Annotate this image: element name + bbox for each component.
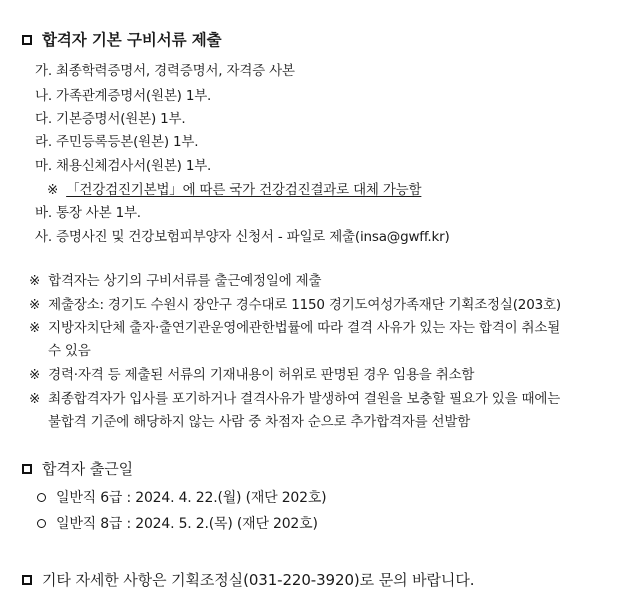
list-item: 가. 최종학력증명서, 경력증명서, 자격증 사본: [35, 63, 295, 79]
reference-mark-icon: ※: [29, 297, 41, 313]
section-heading-start-date: [22, 460, 133, 478]
list-item: 라. 주민등록등본(원본) 1부.: [35, 134, 199, 150]
checkbox-square-icon: [22, 575, 32, 585]
note-item: [29, 272, 321, 290]
circle-bullet-icon: [37, 493, 46, 502]
note-text: 제출장소: 경기도 수원시 장안구 경수대로 1150 경기도여성가족재단 기획조정실(203호): [48, 297, 561, 313]
note-text: 경력·자격 등 제출된 서류의 기재내용이 허위로 판명된 경우 임용을 취소함: [48, 367, 475, 383]
circle-bullet-icon: [37, 519, 46, 528]
list-item: 다. 기본증명서(원본) 1부.: [35, 111, 186, 127]
note-item: [29, 390, 560, 408]
start-date-item: [37, 489, 326, 507]
section-title: 기타 자세한 사항은 기획조정실(031-220-3920)로 문의 바랍니다.: [42, 571, 475, 589]
start-date-text: 일반직 6급 : 2024. 4. 22.(월) (재단 202호): [56, 490, 327, 506]
note-item: [29, 296, 561, 314]
checkbox-square-icon: [22, 464, 32, 474]
section-heading-documents: [22, 31, 222, 49]
start-date-item: [37, 515, 318, 533]
note-text: 「건강검진기본법」에 따른 국가 건강검진결과로 대체 가능함: [66, 182, 422, 198]
section-heading-contact: [22, 571, 474, 589]
section-title: 합격자 출근일: [42, 460, 134, 478]
checkbox-square-icon: [22, 35, 32, 45]
start-date-text: 일반직 8급 : 2024. 5. 2.(목) (재단 202호): [56, 516, 318, 532]
note-text: 최종합격자가 입사를 포기하거나 결격사유가 발생하여 결원을 보충할 필요가 있을 때에는: [48, 391, 561, 407]
list-item: 마. 채용신체검사서(원본) 1부.: [35, 158, 212, 174]
note-continuation: 수 있음: [48, 343, 91, 359]
list-item: 사. 증명사진 및 건강보험피부양자 신청서 - 파일로 제출(insa@gwff.kr): [35, 229, 450, 245]
list-item: 나. 가족관계증명서(원본) 1부.: [35, 88, 212, 104]
note-text: 지방자치단체 출자·출연기관운영에관한법률에 따라 결격 사유가 있는 자는 합격이 취소될: [48, 320, 561, 336]
note-continuation: 불합격 기준에 해당하지 않는 사람 중 차점자 순으로 추가합격자를 선발함: [48, 414, 471, 430]
reference-mark-icon: ※: [29, 273, 41, 289]
note-item: [29, 319, 560, 337]
note-text: 합격자는 상기의 구비서류를 출근예정일에 제출: [48, 273, 322, 289]
reference-mark-icon: ※: [47, 182, 59, 198]
section-title: 합격자 기본 구비서류 제출: [42, 31, 222, 49]
reference-mark-icon: ※: [29, 320, 41, 336]
list-item: 바. 통장 사본 1부.: [35, 205, 141, 221]
reference-mark-icon: ※: [29, 391, 41, 407]
reference-mark-icon: ※: [29, 367, 41, 383]
health-check-note: [47, 181, 421, 199]
note-item: [29, 366, 474, 384]
